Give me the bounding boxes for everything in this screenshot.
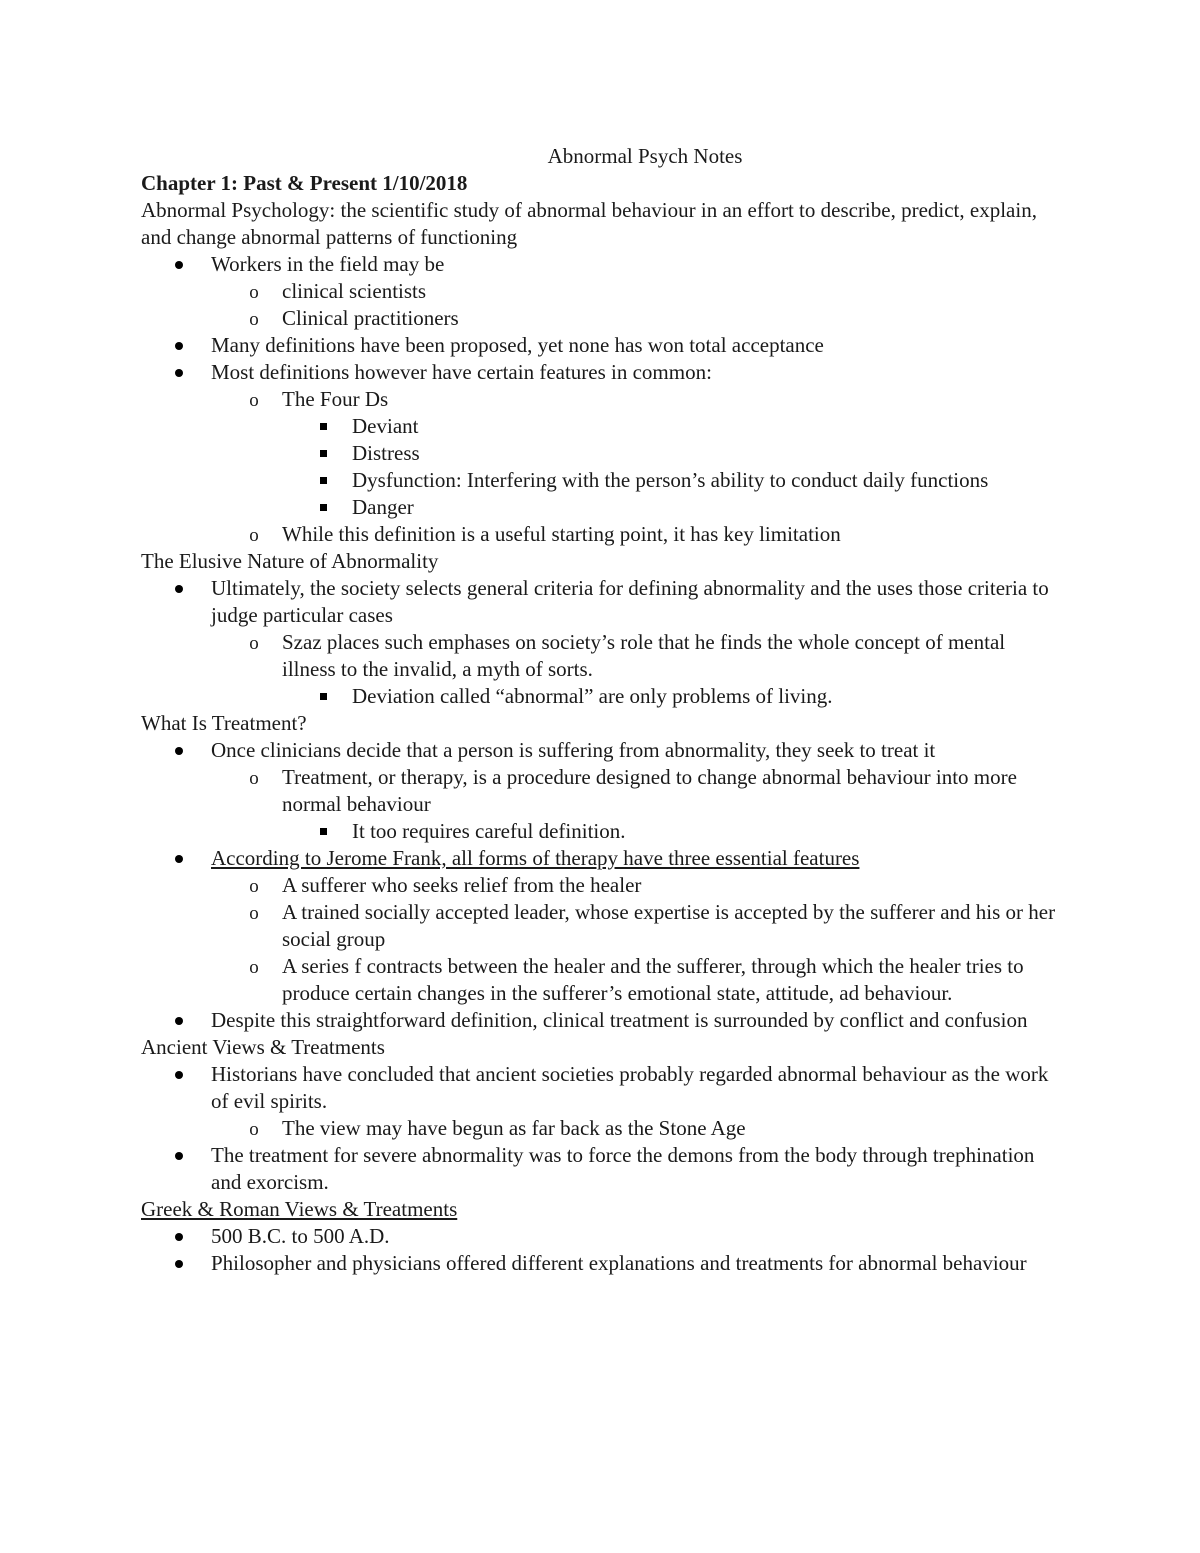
list-item: [141, 899, 1061, 953]
bullet-circle-icon: o: [249, 390, 259, 411]
bullet-square-icon: [313, 494, 333, 521]
item-text: The Elusive Nature of Abnormality: [141, 549, 439, 573]
bullet-square-icon: [313, 413, 333, 440]
bullet-circle-icon: o: [249, 633, 259, 654]
item-text: 500 B.C. to 500 A.D.: [211, 1224, 390, 1248]
bullet-circle-icon: o: [249, 768, 259, 789]
item-text: clinical scientists: [282, 279, 427, 303]
bullet-dot-icon: [169, 1061, 189, 1088]
list-item: [141, 629, 1061, 683]
list-item: [141, 1142, 1061, 1196]
bullet-dot-icon: [169, 575, 189, 602]
item-text: Treatment, or therapy, is a procedure designed to change abnormal behaviour into more normal behaviour: [282, 765, 1017, 816]
bullet-circle-icon: o: [249, 876, 259, 897]
list-item: [141, 845, 1061, 872]
bullet-dot-icon: [169, 845, 189, 872]
list-item: [141, 521, 1061, 548]
item-text: It too requires careful definition.: [352, 819, 626, 843]
item-text: Most definitions however have certain features in common:: [211, 360, 712, 384]
item-text: Szaz places such emphases on society’s role that he finds the whole concept of mental illness to the invalid, a myth of sorts.: [282, 630, 1006, 681]
bullet-dot-icon: [169, 1223, 189, 1250]
bullet-square-icon: [313, 683, 333, 710]
list-item: [141, 1250, 1061, 1277]
list-item: [141, 494, 1061, 521]
definition-paragraph: Abnormal Psychology: the scientific study of abnormal behaviour in an effort to describe, predict, explain, and change abnormal patterns of functioning: [141, 198, 1037, 249]
item-text: A sufferer who seeks relief from the healer: [282, 873, 642, 897]
item-text: Many definitions have been proposed, yet none has won total acceptance: [211, 333, 824, 357]
item-text: Ancient Views & Treatments: [141, 1035, 385, 1059]
list-item: [141, 1115, 1061, 1142]
list-item: [141, 467, 1061, 494]
item-text: Greek & Roman Views & Treatments: [141, 1197, 458, 1221]
bullet-dot-icon: [169, 1142, 189, 1169]
document-title: Abnormal Psych Notes: [547, 144, 743, 168]
item-text: Despite this straightforward definition, clinical treatment is surrounded by conflict and confusion: [211, 1008, 1028, 1032]
list-item: [141, 1061, 1061, 1115]
list-item: [141, 278, 1061, 305]
list-item: [141, 1007, 1061, 1034]
list-item: [141, 1223, 1061, 1250]
bullet-dot-icon: [169, 1007, 189, 1034]
list-item: [141, 818, 1061, 845]
bullet-circle-icon: o: [249, 1119, 259, 1140]
section-heading: [141, 710, 1061, 737]
bullet-dot-icon: [169, 737, 189, 764]
item-text: The treatment for severe abnormality was to force the demons from the body through trephination and exorcism.: [211, 1143, 1035, 1194]
item-text: The Four Ds: [282, 387, 389, 411]
bullet-dot-icon: [169, 332, 189, 359]
bullet-square-icon: [313, 440, 333, 467]
list-item: [141, 737, 1061, 764]
bullet-circle-icon: o: [249, 903, 259, 924]
list-item: [141, 413, 1061, 440]
item-text: Workers in the field may be: [211, 252, 445, 276]
item-text: A trained socially accepted leader, whose expertise is accepted by the sufferer and his or her social group: [282, 900, 1056, 951]
item-text: Historians have concluded that ancient societies probably regarded abnormal behaviour as the work of evil spirits.: [211, 1062, 1049, 1113]
item-text: Deviant: [352, 414, 419, 438]
item-text: Clinical practitioners: [282, 306, 459, 330]
list-item: [141, 386, 1061, 413]
notes-list: [141, 251, 1061, 1277]
list-item: [141, 953, 1061, 1007]
bullet-square-icon: [313, 467, 333, 494]
list-item: [141, 683, 1061, 710]
item-text: Philosopher and physicians offered different explanations and treatments for abnormal behaviour: [211, 1251, 1027, 1275]
document-page: [141, 143, 1061, 1277]
list-item: [141, 305, 1061, 332]
item-text: Distress: [352, 441, 420, 465]
item-text: Dysfunction: Interfering with the person’s ability to conduct daily functions: [352, 468, 989, 492]
bullet-dot-icon: [169, 359, 189, 386]
item-text: What Is Treatment?: [141, 711, 307, 735]
section-heading: [141, 1196, 1061, 1223]
section-heading: [141, 1034, 1061, 1061]
section-heading: [141, 548, 1061, 575]
bullet-square-icon: [313, 818, 333, 845]
list-item: [141, 440, 1061, 467]
item-text: While this definition is a useful starting point, it has key limitation: [282, 522, 841, 546]
bullet-dot-icon: [169, 1250, 189, 1277]
list-item: [141, 575, 1061, 629]
item-text: The view may have begun as far back as the Stone Age: [282, 1116, 746, 1140]
list-item: [141, 872, 1061, 899]
list-item: [141, 764, 1061, 818]
list-item: [141, 251, 1061, 278]
item-text: Ultimately, the society selects general criteria for defining abnormality and the uses those criteria to judge particular cases: [211, 576, 1049, 627]
item-text: According to Jerome Frank, all forms of therapy have three essential features: [211, 846, 860, 870]
list-item: [141, 332, 1061, 359]
item-text: A series f contracts between the healer and the sufferer, through which the healer tries to produce certain changes in the sufferer’s emotional state, attitude, ad behaviour.: [282, 954, 1024, 1005]
bullet-circle-icon: o: [249, 309, 259, 330]
bullet-dot-icon: [169, 251, 189, 278]
chapter-heading: Chapter 1: Past & Present 1/10/2018: [141, 171, 468, 195]
bullet-circle-icon: o: [249, 282, 259, 303]
bullet-circle-icon: o: [249, 957, 259, 978]
item-text: Once clinicians decide that a person is suffering from abnormality, they seek to treat it: [211, 738, 936, 762]
bullet-circle-icon: o: [249, 525, 259, 546]
list-item: [141, 359, 1061, 386]
item-text: Deviation called “abnormal” are only problems of living.: [352, 684, 833, 708]
item-text: Danger: [352, 495, 414, 519]
